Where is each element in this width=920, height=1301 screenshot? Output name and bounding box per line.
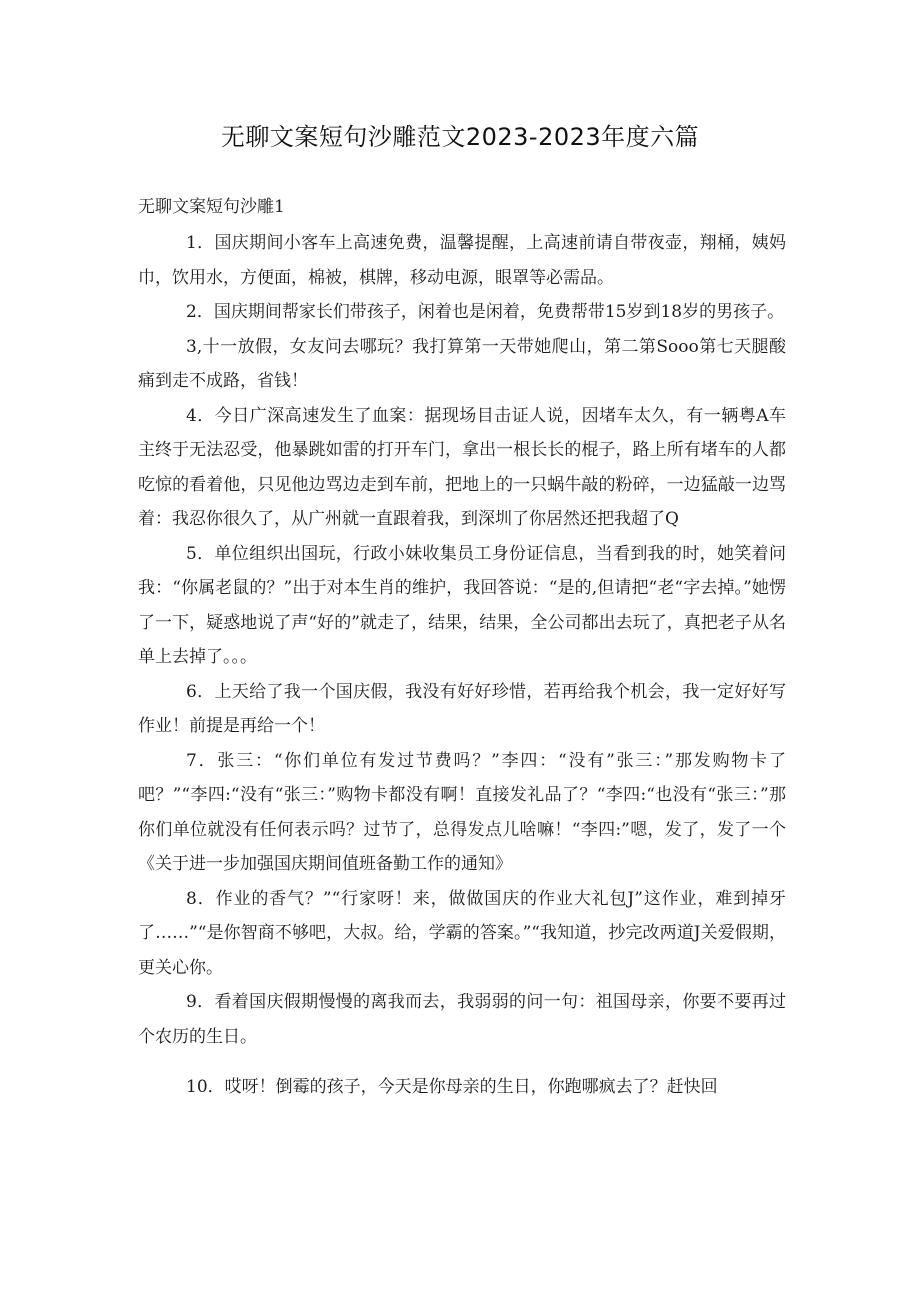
paragraph-4: 4．今日广深高速发生了血案：据现场目击证人说，因堵车太久，有一辆粤A车主终于无法忍受，他暴跳如雷的打开车门，拿出一根长长的棍子，路上所有堵车的人都吃惊的看着他，只见他边骂边走到车前，把地上的一只蜗牛敲的粉碎，一边猛敲一边骂着：我忍你很久了，从广州就一直跟着我，到深圳了你居然还把我超了Q	[138, 405, 786, 529]
paragraph-7: 7．张三：“你们单位有发过节费吗？”李四：“没有”张三：”那发购物卡了吧？”“李四:“没有“张三：”购物卡都没有啊！直接发礼品了？“李四:“也没有“张三：”那你们单位就没有任何表示吗？过节了，总得发点儿啥嘛！“李四:”嗯，发了，发了一个《关于进一步加强国庆期间值班备勤工作的通知》	[138, 750, 786, 874]
paragraph-3: 3,十一放假，女友问去哪玩？我打算第一天带她爬山，第二第Sooo第七天腿酸痛到走不成路，省钱！	[138, 336, 786, 391]
paragraph-10: 10．哎呀！倒霉的孩子，今天是你母亲的生日，你跑哪疯去了？赶快回	[186, 1077, 718, 1097]
paragraph-9: 9．看着国庆假期慢慢的离我而去，我弱弱的问一句：祖国母亲，你要不要再过个农历的生日。	[138, 992, 786, 1047]
section-heading: 无聊文案短句沙雕1	[138, 197, 285, 217]
paragraph-1: 1．国庆期间小客车上高速免费，温馨提醒，上高速前请自带夜壶，翔桶，姨妈巾，饮用水，方便面，棉被，棋牌，移动电源，眼罩等必需品。	[138, 233, 786, 288]
paragraph-6: 6．上天给了我一个国庆假，我没有好好珍惜，若再给我个机会，我一定好好写作业！前提是再给一个！	[138, 681, 786, 736]
paragraph-8: 8．作业的香气？”“行家呀！来，做做国庆的作业大礼包J”这作业，难到掉牙了……”“是你智商不够吧，大叔。给，学霸的答案。”“我知道，抄完改两道J关爱假期，更关心你。	[138, 888, 786, 978]
paragraph-5: 5．单位组织出国玩，行政小妹收集员工身份证信息，当看到我的时，她笑着问我：“你属老鼠的？”出于对本生肖的维护，我回答说：“是的,但请把“老“字去掉。”她愣了一下，疑惑地说了声“好的”就走了，结果，结果，全公司都出去玩了，真把老子从名单上去掉了。。。	[138, 543, 786, 667]
document-body	[138, 226, 786, 1105]
paragraph-2: 2．国庆期间帮家长们带孩子，闲着也是闲着，免费帮带15岁到18岁的男孩子。	[186, 302, 785, 322]
document-title: 无聊文案短句沙雕范文2023-2023年度六篇	[220, 123, 700, 151]
